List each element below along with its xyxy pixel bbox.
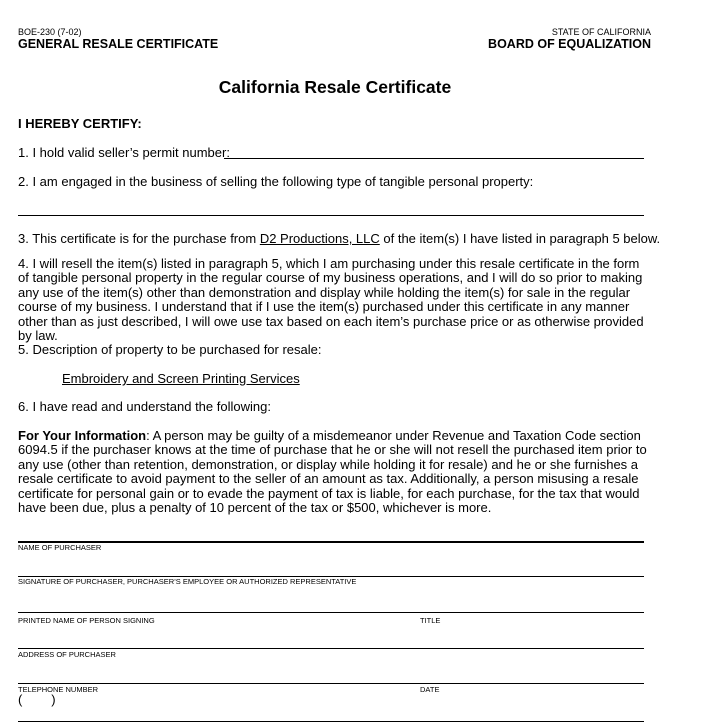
- telephone-label: TELEPHONE NUMBER: [18, 685, 99, 694]
- page-title: California Resale Certificate: [218, 77, 452, 97]
- item-2-text: 2. I am engaged in the business of selling the following type of tangible personal property:: [18, 174, 534, 189]
- item-4-text: 4. I will resell the item(s) listed in paragraph 5, which I am purchasing under this resale certificate in the form of tangible personal property in the regular course of my business operations, and I will do so prior to making any use of the item(s) other than demonstration and display while holding the item(s) for sale in the regular course of my business. I understand that if I use the item(s) purchased under this certificate in any manner other than as just described, I will owe use tax based on each item’s purchase price or as otherwise provided by law.: [18, 256, 644, 344]
- item-5-text: 5. Description of property to be purchased for resale:: [18, 342, 322, 357]
- fyi-text: : A person may be guilty of a misdemeanor under Revenue and Taxation Code section 6094.5 if the purchaser knows at the time of purchase that he or she will not resell the purchased item prior to any use (other than retention, demonstration, or display while holding it for resale) and he or she furnishes a resale certificate to avoid payment to the seller of an amount as tax. Additionally, a person misusing a resale certificate for personal gain or to evade the payment of tax is liable, for each purchase, for the tax that would have been due, plus a penalty of 10 percent of the tax or $500, whichever is more.: [18, 428, 647, 516]
- form-title: GENERAL RESALE CERTIFICATE: [18, 37, 219, 51]
- item-1-text: 1. I hold valid seller’s permit number:: [18, 145, 230, 160]
- address-label: ADDRESS OF PURCHASER: [18, 650, 116, 659]
- item-6-text: 6. I have read and understand the following:: [18, 399, 271, 414]
- telephone-area-code[interactable]: ( ): [18, 692, 56, 707]
- fyi-paragraph: [18, 429, 648, 515]
- board-label: BOARD OF EQUALIZATION: [488, 37, 651, 51]
- property-type-field[interactable]: [18, 215, 644, 216]
- seller-name: D2 Productions, LLC: [259, 231, 380, 246]
- property-description: Embroidery and Screen Printing Services: [62, 371, 300, 386]
- date-label: DATE: [420, 685, 440, 694]
- title-label: TITLE: [420, 616, 441, 625]
- name-of-purchaser-label: NAME OF PURCHASER: [18, 543, 102, 552]
- signature-label: SIGNATURE OF PURCHASER, PURCHASER’S EMPLOYEE OR AUTHORIZED REPRESENTATIVE: [18, 577, 357, 586]
- item-3-text: [18, 232, 660, 246]
- item-3-suffix: of the item(s) I have listed in paragraph 5 below.: [379, 231, 661, 246]
- state-label: STATE OF CALIFORNIA: [551, 27, 651, 37]
- item-3-prefix: 3. This certificate is for the purchase from: [18, 231, 260, 246]
- fyi-label: For Your Information: [18, 428, 147, 443]
- certify-heading: I HEREBY CERTIFY:: [18, 116, 142, 131]
- form-number: BOE-230 (7-02): [18, 27, 82, 37]
- signature-field[interactable]: [18, 612, 644, 613]
- printed-name-field[interactable]: [18, 648, 644, 649]
- permit-number-field[interactable]: [224, 158, 644, 159]
- telephone-field[interactable]: [18, 721, 644, 722]
- address-field[interactable]: [18, 683, 644, 684]
- printed-name-label: PRINTED NAME OF PERSON SIGNING: [18, 616, 155, 625]
- top-rule: [18, 541, 644, 543]
